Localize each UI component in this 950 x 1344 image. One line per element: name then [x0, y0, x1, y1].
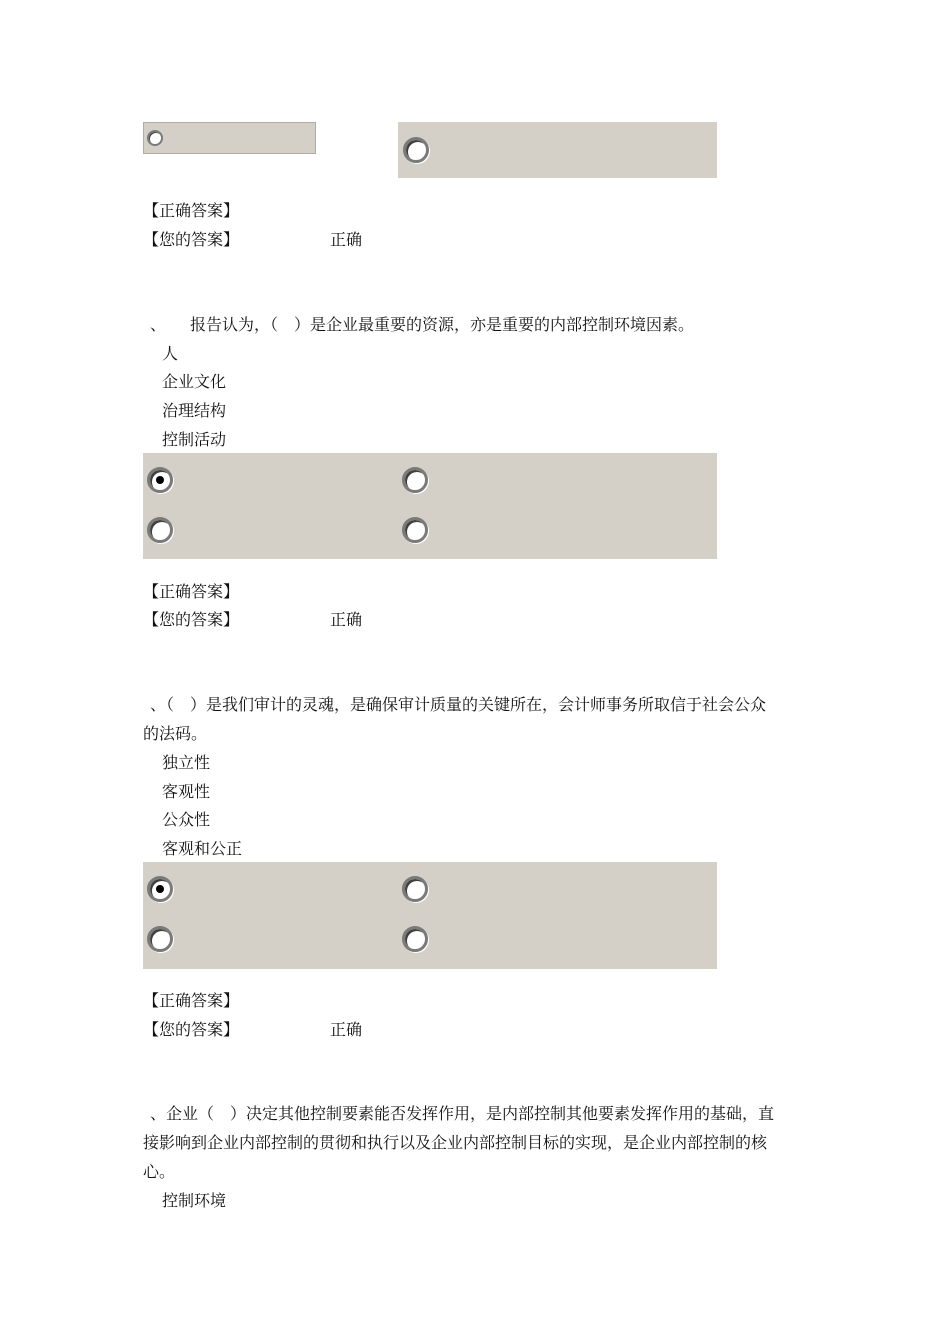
question-text-line-1: 、企业（ ）决定其他控制要素能否发挥作用，是内部控制其他要素发挥作用的基础，直: [150, 1104, 775, 1123]
radio-option-b[interactable]: [402, 876, 428, 902]
question-text-line-2: 的法码。: [143, 724, 208, 743]
top-radio-panel-right: [398, 122, 717, 178]
your-answer-label: 【您的答案】: [143, 1020, 240, 1039]
radio-button[interactable]: [403, 137, 429, 163]
radio-selected-dot: [156, 885, 164, 893]
your-answer-value: 正确: [330, 230, 363, 249]
question-text-line-2: 接影响到企业内部控制的贯彻和执行以及企业内部控制目标的实现，是企业内部控制的核: [143, 1133, 768, 1152]
correct-answer-label: 【正确答案】: [143, 582, 240, 601]
option-text: 控制活动: [162, 430, 227, 449]
radio-button[interactable]: [147, 130, 163, 146]
option-text: 企业文化: [162, 372, 227, 391]
option-text: 治理结构: [162, 401, 227, 420]
your-answer-label: 【您的答案】: [143, 230, 240, 249]
option-text: 控制环境: [162, 1191, 227, 1210]
answer-radio-panel: [143, 453, 717, 559]
correct-answer-label: 【正确答案】: [143, 991, 240, 1010]
radio-option-d[interactable]: [402, 517, 428, 543]
radio-option-b[interactable]: [402, 467, 428, 493]
radio-selected-dot: [156, 476, 164, 484]
correct-answer-label: 【正确答案】: [143, 201, 240, 220]
option-text: 独立性: [162, 753, 211, 772]
radio-option-d[interactable]: [402, 926, 428, 952]
top-radio-panel-left: [143, 122, 316, 154]
radio-option-a[interactable]: [147, 876, 173, 902]
radio-option-c[interactable]: [147, 926, 173, 952]
option-text: 客观性: [162, 782, 211, 801]
option-text: 人: [162, 344, 179, 363]
option-text: 客观和公正: [162, 839, 243, 858]
radio-option-c[interactable]: [147, 517, 173, 543]
your-answer-value: 正确: [330, 610, 363, 629]
your-answer-label: 【您的答案】: [143, 610, 240, 629]
radio-option-a[interactable]: [147, 467, 173, 493]
your-answer-value: 正确: [330, 1020, 363, 1039]
option-text: 公众性: [162, 810, 211, 829]
answer-radio-panel: [143, 862, 717, 969]
question-text-line-3: 心。: [143, 1162, 176, 1181]
question-text-line-1: 、（ ）是我们审计的灵魂，是确保审计质量的关键所在，会计师事务所取信于社会公众: [150, 695, 767, 714]
question-text: 、 报告认为，（ ）是企业最重要的资源，亦是重要的内部控制环境因素。: [150, 315, 695, 334]
